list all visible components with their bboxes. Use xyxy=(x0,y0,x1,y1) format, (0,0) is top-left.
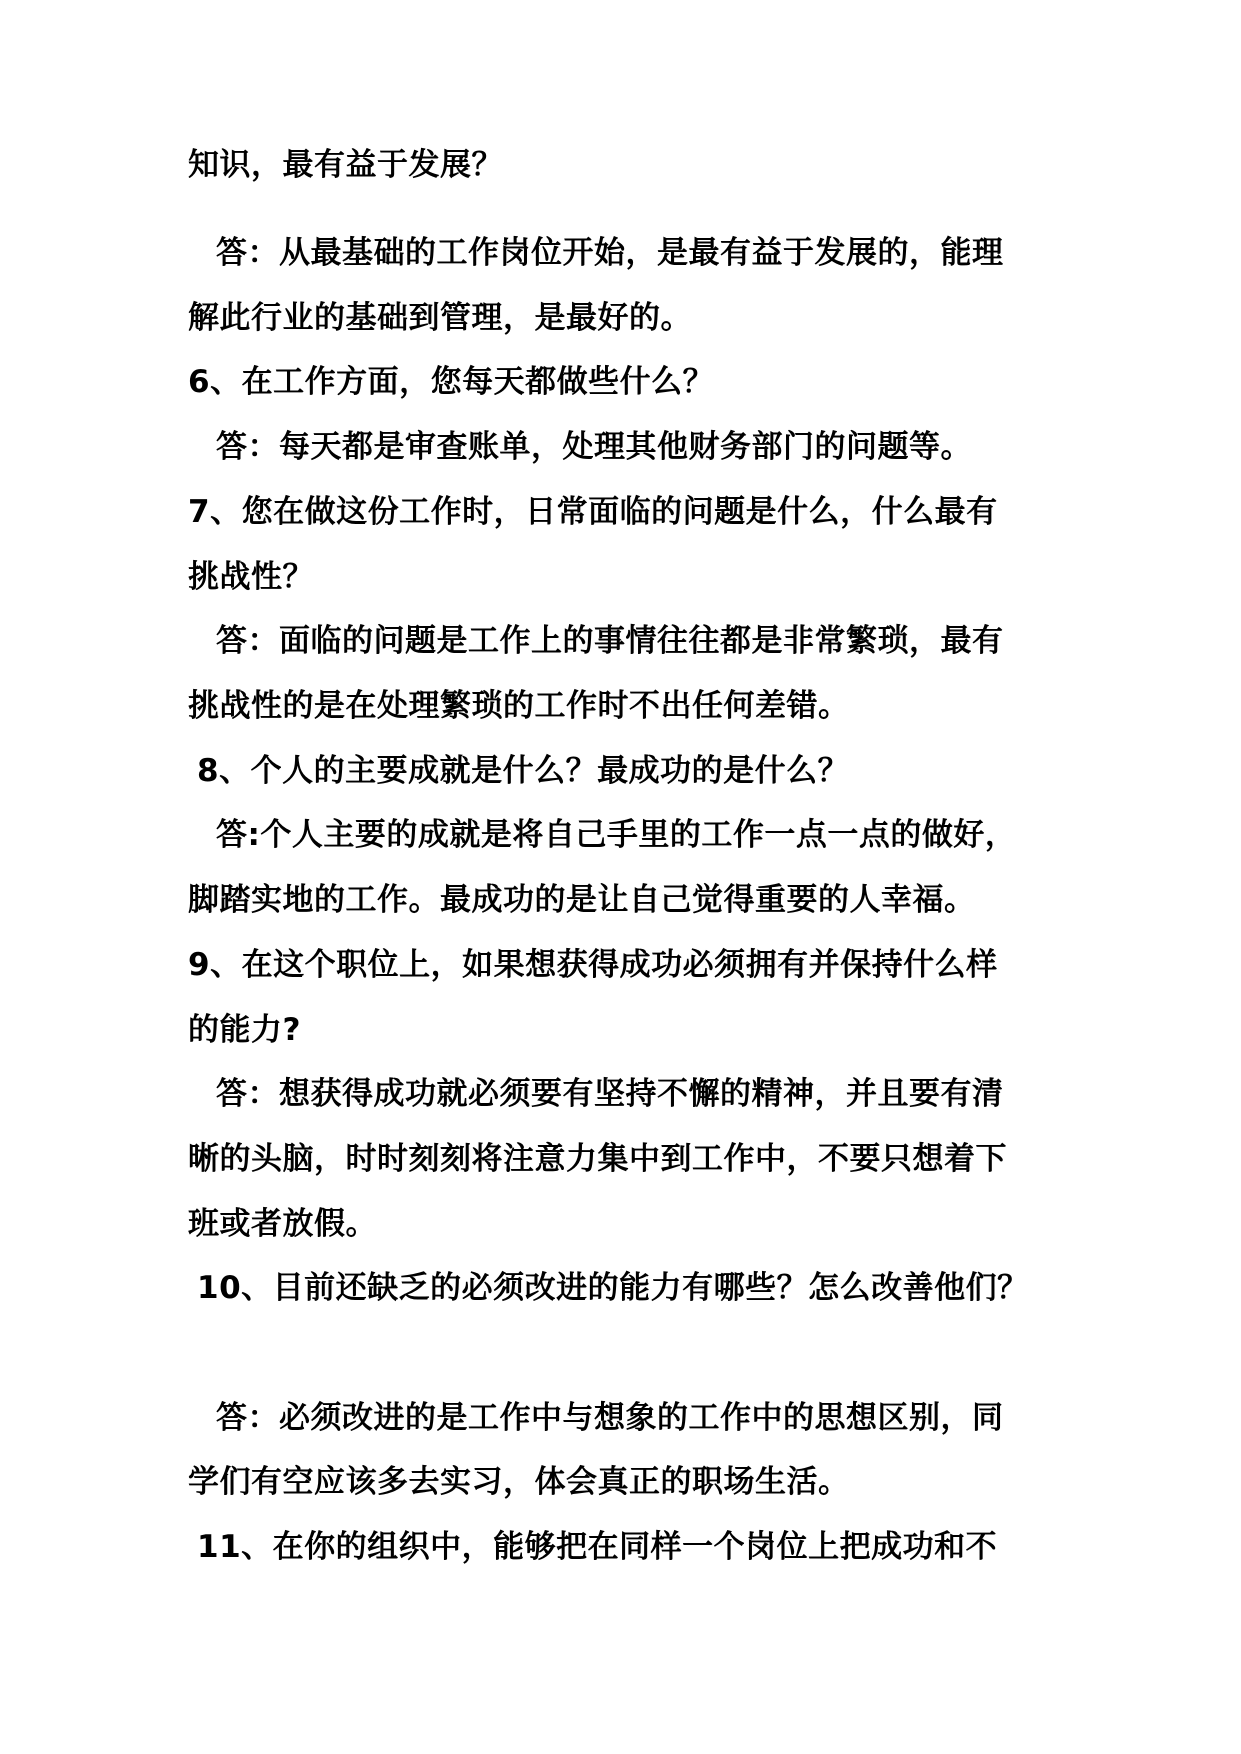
answer-line: 班或者放假。 xyxy=(188,1206,377,1242)
question-line: 的能力? xyxy=(188,1012,301,1048)
answer-line: 答:个人主要的成就是将自己手里的工作一点一点的做好， xyxy=(216,817,1017,853)
question-line: 挑战性？ xyxy=(188,559,314,595)
answer-line: 答：必须改进的是工作中与想象的工作中的思想区别，同 xyxy=(216,1400,1004,1436)
question-line: 11、在你的组织中，能够把在同样一个岗位上把成功和不 xyxy=(197,1529,998,1565)
question-line: 10、目前还缺乏的必须改进的能力有哪些？怎么改善他们？ xyxy=(197,1270,1029,1306)
text-line: 解此行业的基础到管理，是最好的。 xyxy=(188,300,692,336)
answer-line: 答：想获得成功就必须要有坚持不懈的精神，并且要有清 xyxy=(216,1076,1004,1112)
answer-line: 脚踏实地的工作。最成功的是让自己觉得重要的人幸福。 xyxy=(188,882,976,918)
text-line: 知识，最有益于发展？ xyxy=(188,147,503,183)
question-line: 7、您在做这份工作时，日常面临的问题是什么，什么最有 xyxy=(188,494,998,530)
answer-line: 答：每天都是审查账单，处理其他财务部门的问题等。 xyxy=(216,429,972,465)
question-line: 8、个人的主要成就是什么？最成功的是什么？ xyxy=(197,753,850,789)
question-line: 9、在这个职位上，如果想获得成功必须拥有并保持什么样 xyxy=(188,947,998,983)
answer-line: 挑战性的是在处理繁琐的工作时不出任何差错。 xyxy=(188,688,850,724)
answer-line: 学们有空应该多去实习，体会真正的职场生活。 xyxy=(188,1464,850,1500)
question-line: 6、在工作方面，您每天都做些什么？ xyxy=(188,364,715,400)
text-line: 答：从最基础的工作岗位开始，是最有益于发展的，能理 xyxy=(216,235,1004,271)
answer-line: 答：面临的问题是工作上的事情往往都是非常繁琐，最有 xyxy=(216,623,1004,659)
answer-line: 晰的头脑，时时刻刻将注意力集中到工作中，不要只想着下 xyxy=(188,1141,1007,1177)
